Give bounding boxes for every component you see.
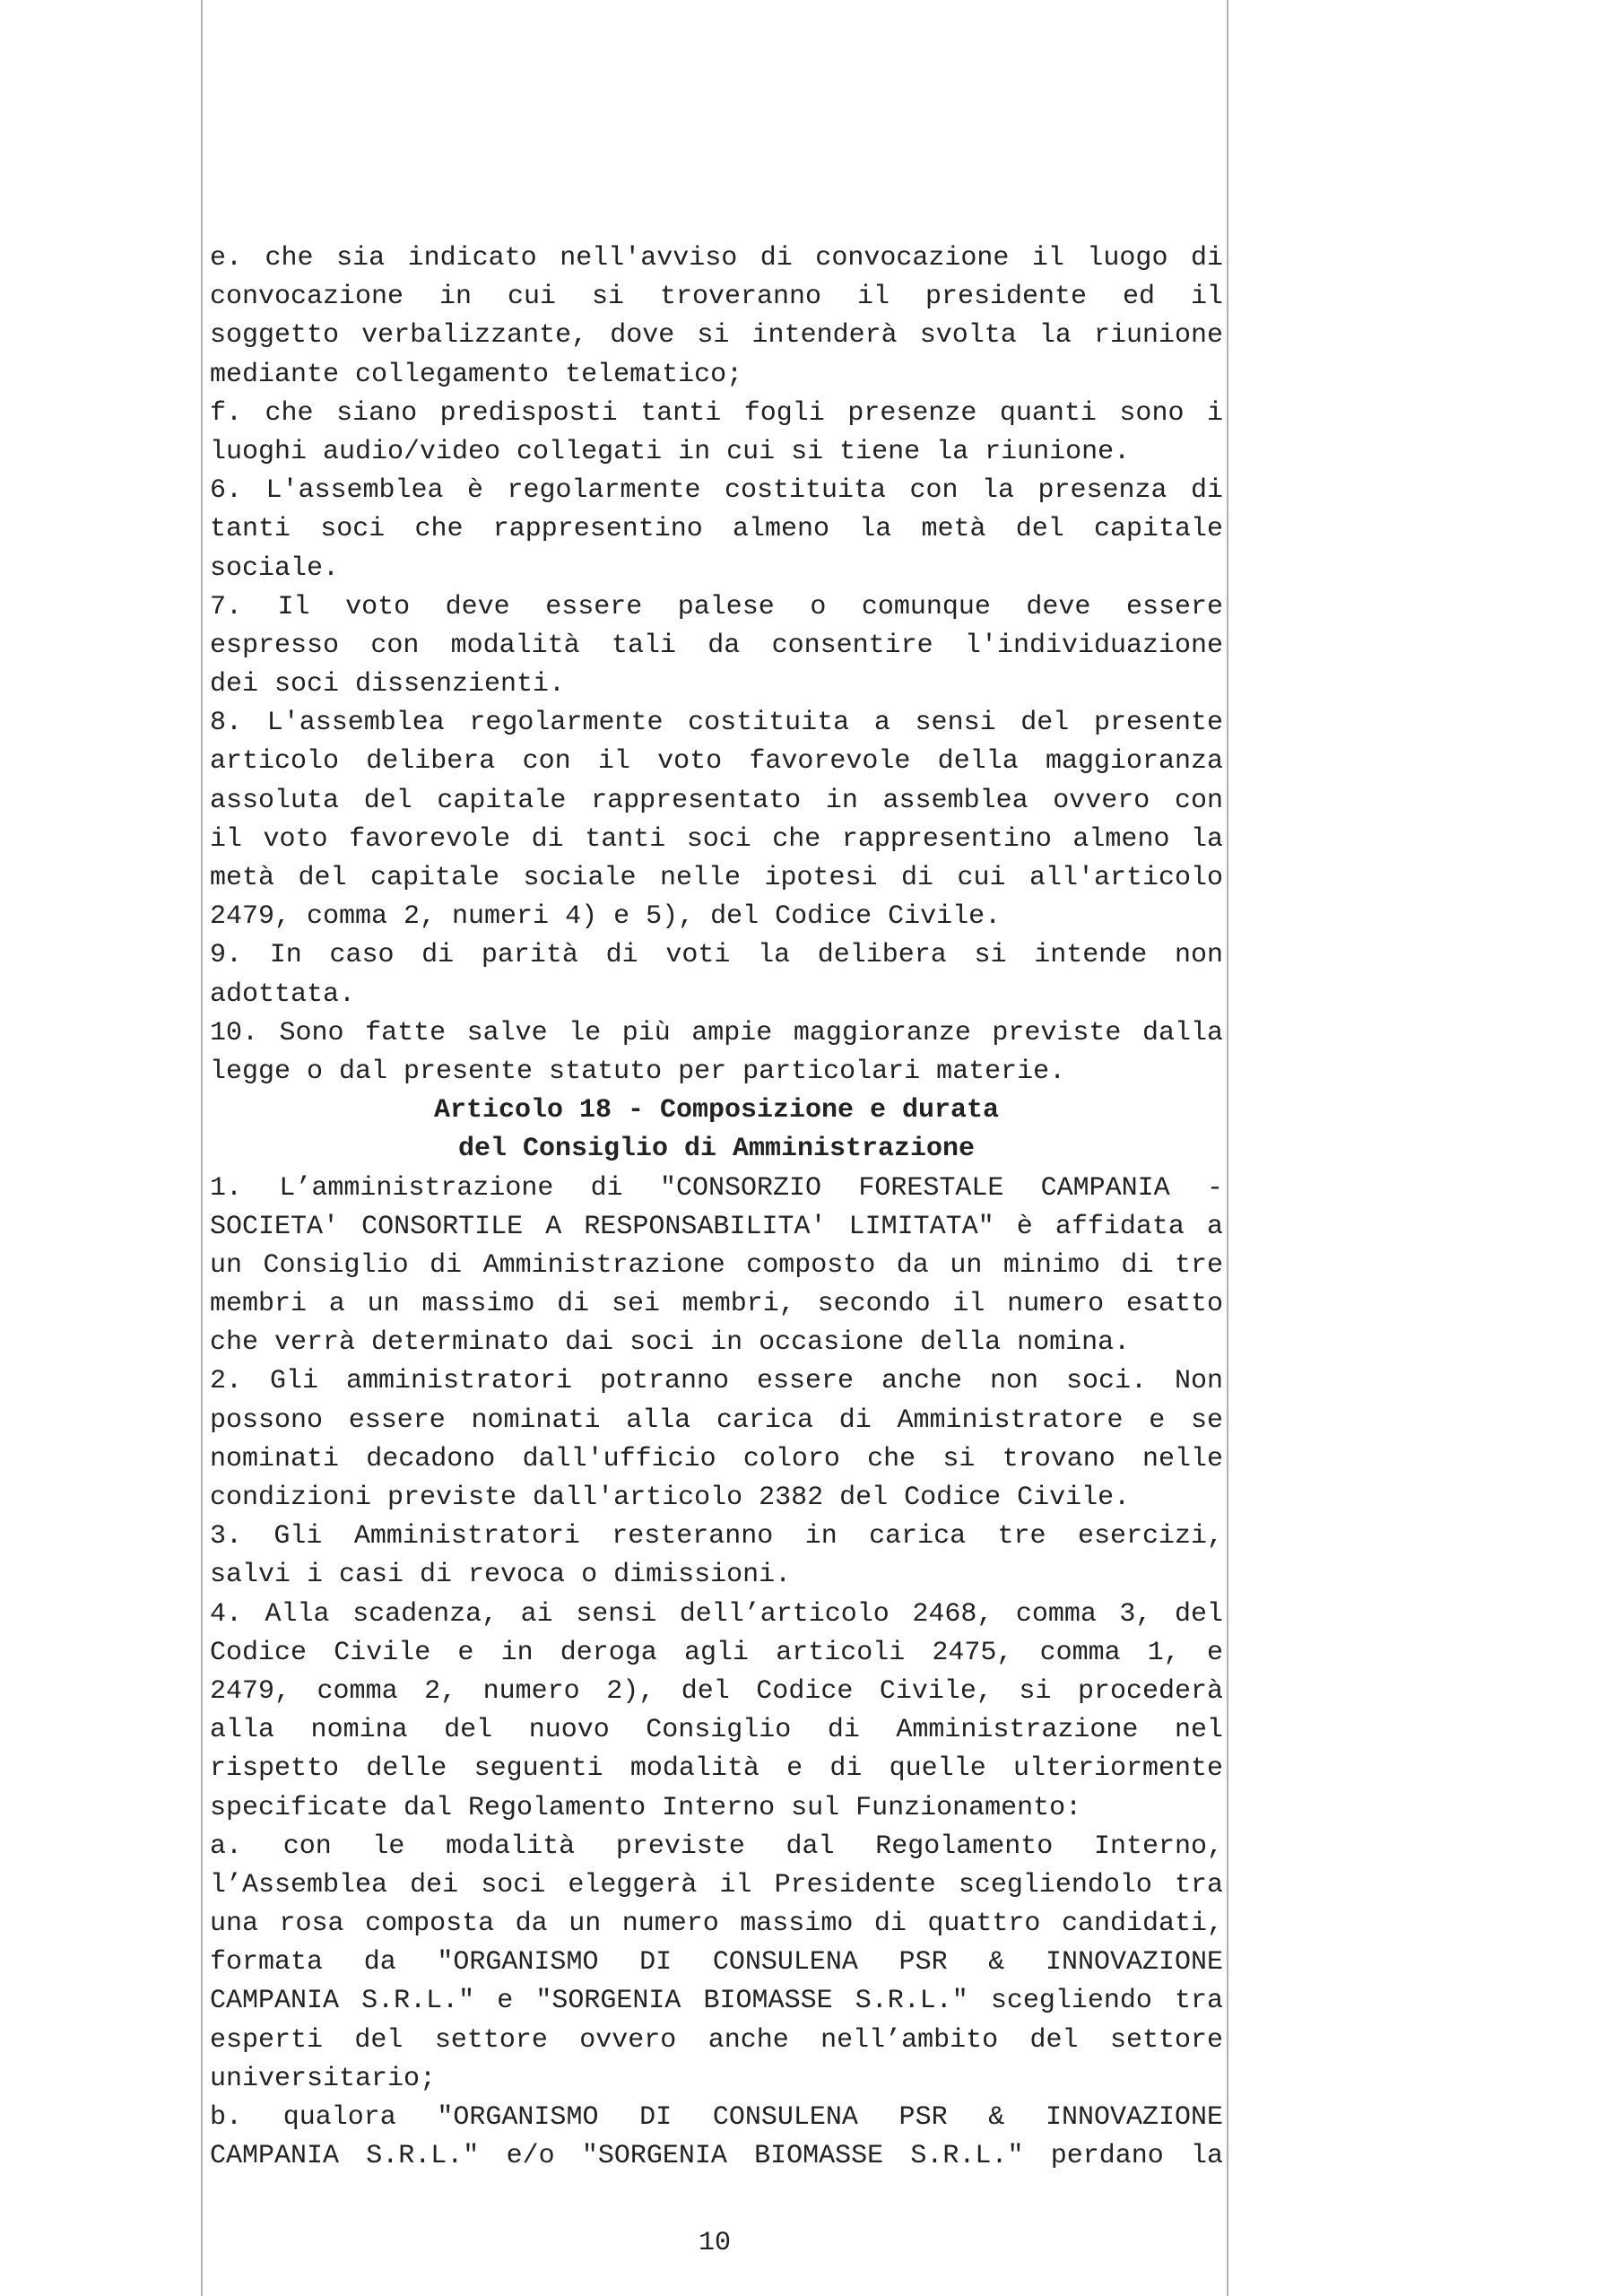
text-line: che verrà determinato dai soci in occasione della nomina.: [210, 1327, 1131, 1359]
article-heading-line: del Consiglio di Amministrazione: [457, 1134, 976, 1165]
text-line: l’Assemblea dei soci eleggerà il Presidente scegliendolo tra: [210, 1869, 1223, 1900]
text-line: 7. Il voto deve essere palese o comunque deve essere: [210, 591, 1223, 622]
text-line: 8. L'assemblea regolarmente costituita a sensi del presente: [210, 708, 1223, 739]
text-line: nominati decadono dall'ufficio coloro che si trovano nelle: [210, 1443, 1223, 1474]
text-line: rispetto delle seguenti modalità e di quelle ulteriormente: [210, 1753, 1223, 1785]
text-line: convocazione in cui si troveranno il presidente ed il: [210, 282, 1223, 313]
text-line: luoghi audio/video collegati in cui si tiene la riunione.: [210, 436, 1131, 467]
text-line: 6. L'assemblea è regolarmente costituita con la presenza di: [210, 475, 1223, 507]
page-number: 10: [698, 2228, 731, 2258]
text-line: f. che siano predisposti tanti fogli presenze quanti sono i: [210, 397, 1223, 429]
text-line: un Consiglio di Amministrazione composto da un minimo di tre: [210, 1249, 1223, 1281]
text-line: SOCIETA' CONSORTILE A RESPONSABILITA' LIMITATA" è affidata a: [210, 1211, 1223, 1242]
text-line: universitario;: [210, 2063, 437, 2094]
text-line: 10. Sono fatte salve le più ampie maggioranze previste dalla: [210, 1017, 1223, 1048]
text-line: assoluta del capitale rappresentato in assemblea ovvero con: [210, 785, 1223, 816]
text-line: Codice Civile e in deroga agli articoli 2475, comma 1, e: [210, 1637, 1223, 1668]
text-line: 9. In caso di parità di voti la delibera si intende non: [210, 940, 1223, 971]
text-line: 2479, comma 2, numero 2), del Codice Civile, si procederà: [210, 1675, 1223, 1707]
text-line: 1. L’amministrazione di "CONSORZIO FORESTALE CAMPANIA -: [210, 1172, 1223, 1204]
text-line: espresso con modalità tali da consentire l'individuazione: [210, 630, 1223, 661]
text-line: sociale.: [210, 552, 340, 584]
text-line: 3. Gli Amministratori resteranno in carica tre esercizi,: [210, 1521, 1223, 1552]
text-line: legge o dal presente statuto per particolari materie.: [210, 1056, 1066, 1087]
text-line: 2479, comma 2, numeri 4) e 5), del Codice Civile.: [210, 901, 1002, 933]
text-line: possono essere nominati alla carica di Amministratore e se: [210, 1405, 1223, 1436]
text-line: condizioni previste dall'articolo 2382 del Codice Civile.: [210, 1483, 1131, 1513]
text-line: metà del capitale sociale nelle ipotesi di cui all'articolo: [210, 863, 1223, 893]
text-line: a. con le modalità previste dal Regolamento Interno,: [210, 1831, 1223, 1862]
text-line: membri a un massimo di sei membri, secondo il numero esatto: [210, 1289, 1223, 1320]
text-line: salvi i casi di revoca o dimissioni.: [210, 1560, 792, 1591]
text-line: adottata.: [210, 978, 356, 1010]
text-line: il voto favorevole di tanti soci che rappresentino almeno la: [210, 823, 1223, 855]
text-line: alla nomina del nuovo Consiglio di Amministrazione nel: [210, 1715, 1223, 1746]
text-line: formata da "ORGANISMO DI CONSULENA PSR & INNOVAZIONE: [210, 1947, 1223, 1979]
document-body: [210, 239, 1223, 2176]
text-line: dei soci dissenzienti.: [210, 669, 566, 700]
text-line: b. qualora "ORGANISMO DI CONSULENA PSR & INNOVAZIONE: [210, 2102, 1223, 2133]
right-margin-rule: [1227, 0, 1228, 2296]
text-line: articolo delibera con il voto favorevole della maggioranza: [210, 746, 1223, 778]
text-line: e. che sia indicato nell'avviso di convocazione il luogo di: [210, 243, 1223, 274]
article-heading-line: Articolo 18 - Composizione e durata: [433, 1095, 1000, 1126]
text-line: esperti del settore ovvero anche nell’ambito del settore: [210, 2024, 1223, 2056]
text-line: tanti soci che rappresentino almeno la metà del capitale: [210, 514, 1223, 545]
text-line: specificate dal Regolamento Interno sul Funzionamento:: [210, 1792, 1082, 1823]
text-line: una rosa composta da un numero massimo di quattro candidati,: [210, 1909, 1223, 1940]
text-line: 2. Gli amministratori potranno essere anche non soci. Non: [210, 1366, 1223, 1397]
left-margin-rule: [201, 0, 203, 2296]
text-line: 4. Alla scadenza, ai sensi dell’articolo 2468, comma 3, del: [210, 1598, 1223, 1630]
text-line: CAMPANIA S.R.L." e "SORGENIA BIOMASSE S.R.L." scegliendo tra: [210, 1986, 1223, 2017]
text-line: mediante collegamento telematico;: [210, 359, 743, 390]
text-line: CAMPANIA S.R.L." e/o "SORGENIA BIOMASSE S.R.L." perdano la: [210, 2141, 1223, 2172]
text-line: soggetto verbalizzante, dove si intenderà svolta la riunione: [210, 320, 1223, 352]
